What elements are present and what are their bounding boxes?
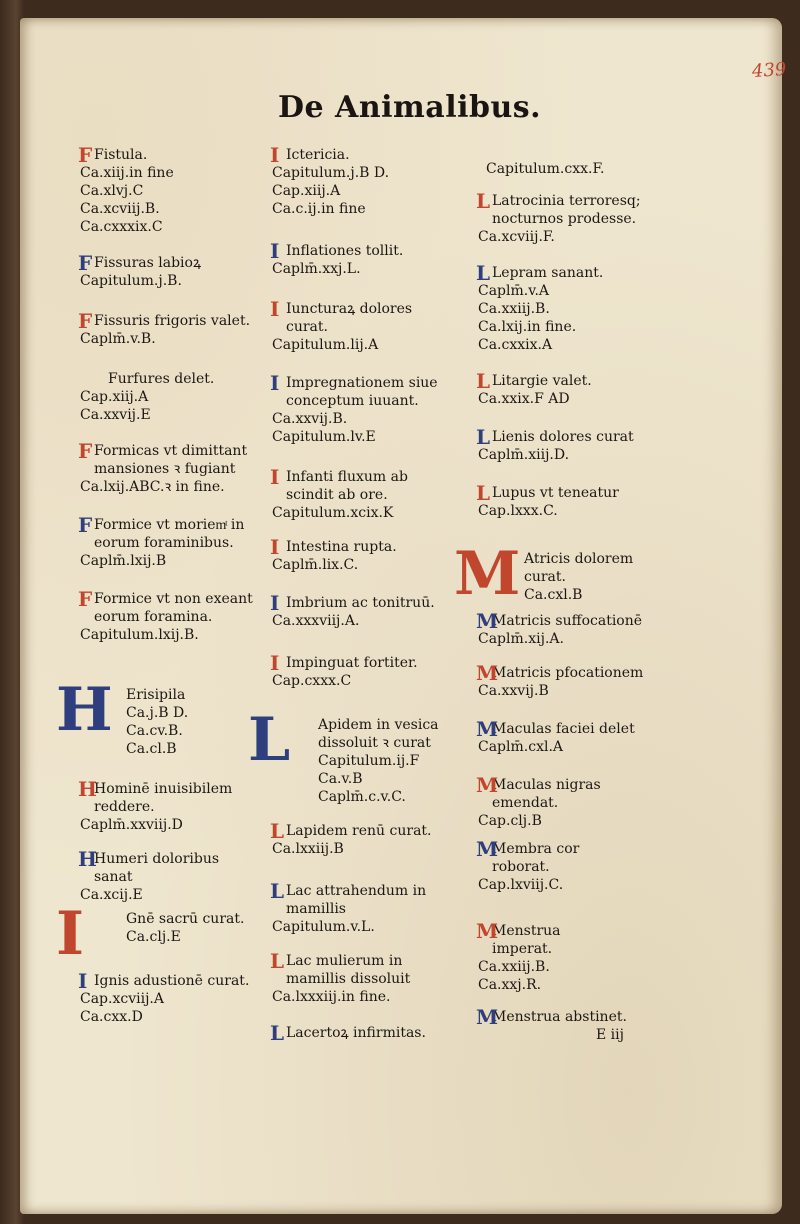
chapter-reference: Caplm̄.xxviij.D (80, 817, 183, 833)
entry-heading: Formice vt moriemͭ in (94, 517, 245, 533)
chapter-reference: Caplm̄.lix.C. (272, 557, 359, 573)
entry-heading: Fissuris frigoris valet. (94, 313, 251, 329)
chapter-reference: Capitulum.j.B D. (272, 165, 390, 181)
rubricated-initial: M (476, 717, 499, 741)
decorated-initial: H (56, 675, 113, 745)
index-entry (270, 371, 438, 446)
rubricated-initial: M (476, 609, 499, 633)
chapter-reference: Ca.clj.E (126, 929, 181, 945)
chapter-reference: Cap.lxxx.C. (478, 503, 558, 519)
index-entry (476, 481, 619, 520)
entry-heading: Lepram sanant. (492, 265, 604, 281)
chapter-reference: Ca.xiij.in fine (80, 165, 174, 181)
entry-heading: Impinguat fortiter. (286, 655, 418, 671)
index-entry (270, 143, 390, 218)
entry-heading: Apidem in vesica (318, 717, 439, 733)
rubricated-initial: L (476, 369, 491, 393)
chapter-reference: Ca.xcviij.B. (80, 201, 160, 217)
entry-heading: roborat. (492, 859, 550, 875)
chapter-reference: Ca.lxxiij.B (272, 841, 344, 857)
index-entry (270, 297, 413, 354)
chapter-reference: Ca.xxj.R. (478, 977, 542, 993)
entry-heading: imperat. (492, 941, 553, 957)
rubricated-initial: L (476, 261, 491, 285)
entry-heading: Lacertoꝝ infirmitas. (286, 1025, 426, 1041)
rubricated-initial: I (270, 535, 280, 559)
index-entry (78, 969, 250, 1026)
chapter-reference: Ca.xxvij.B. (272, 411, 348, 427)
rubricated-initial: L (270, 949, 285, 973)
chapter-reference: Caplm̄.xiij.D. (478, 447, 570, 463)
index-entry (476, 837, 580, 894)
index-entry (476, 425, 634, 464)
chapter-reference: Ca.xxxviij.A. (272, 613, 360, 629)
entry-heading: Lac mulierum in (286, 953, 403, 969)
rubricated-initial: L (476, 425, 491, 449)
index-entry (476, 369, 592, 408)
entry-heading: Lapidem renū curat. (286, 823, 432, 839)
index-entry (270, 819, 432, 858)
index-entry (476, 773, 601, 830)
rubricated-initial: F (78, 513, 93, 537)
entry-heading: Litargie valet. (492, 373, 592, 389)
chapter-reference: Capitulum.xcix.K (272, 505, 394, 521)
index-entry (78, 777, 233, 834)
chapter-reference: Cap.xiij.A (272, 183, 341, 199)
index-entry (78, 847, 220, 904)
rubricated-initial: I (270, 591, 280, 615)
index-entry (78, 587, 253, 644)
chapter-reference: Caplm̄.v.B. (80, 331, 156, 347)
entry-heading: Membra cor (492, 841, 580, 857)
folio-number: 439 (751, 58, 788, 83)
entry-heading: sanat (94, 869, 133, 885)
chapter-reference: Ca.cxl.B (524, 587, 583, 603)
chapter-reference: Ca.cxx.D (80, 1009, 143, 1025)
index-entry (476, 160, 604, 178)
chapter-reference: Caplm̄.v.A (478, 283, 550, 299)
entry-heading: curat. (286, 319, 328, 335)
chapter-reference: Cap.clj.B (478, 813, 542, 829)
page-title: De Animalibus. (278, 90, 542, 125)
chapter-reference: Ca.xcviij.F. (478, 229, 555, 245)
entry-heading: eorum foramina. (94, 609, 213, 625)
rubricated-initial: F (78, 439, 93, 463)
rubricated-initial: I (270, 239, 280, 263)
chapter-reference: Caplm̄.xxj.L. (272, 261, 361, 277)
index-entry (270, 591, 435, 630)
index-entry (78, 251, 202, 290)
entry-heading: Lienis dolores curat (492, 429, 634, 445)
rubricated-initial: I (270, 651, 280, 675)
entry-heading: Capitulum.ij.F (318, 753, 420, 769)
rubricated-initial: M (476, 837, 499, 861)
entry-heading: Gnē sacrū curat. (126, 911, 245, 927)
rubricated-initial: I (270, 143, 280, 167)
rubricated-initial: M (476, 661, 499, 685)
chapter-reference: Capitulum.lxij.B. (80, 627, 199, 643)
rubricated-initial: M (476, 1005, 499, 1029)
rubricated-initial: L (270, 819, 285, 843)
entry-heading: Humeri doloribus (94, 851, 220, 867)
rubricated-initial: I (270, 297, 280, 321)
rubricated-initial: F (78, 309, 93, 333)
chapter-reference: Ca.xxvij.B (478, 683, 549, 699)
index-entry (78, 143, 174, 236)
entry-heading: Ignis adustionē curat. (94, 973, 250, 989)
rubricated-initial: L (476, 481, 491, 505)
entry-heading: scindit ab ore. (286, 487, 388, 503)
index-entry (476, 189, 641, 246)
chapter-reference: Ca.xxiij.B. (478, 301, 550, 317)
index-entry (56, 899, 245, 969)
entry-heading: Formice vt non exeant (94, 591, 253, 607)
entry-heading: Fistula. (94, 147, 148, 163)
decorated-initial: M (454, 539, 521, 609)
entry-heading: Infanti fluxum ab (286, 469, 408, 485)
chapter-reference: Ca.xlvj.C (80, 183, 144, 199)
index-entry (270, 879, 427, 936)
entry-heading: Imbrium ac tonitruū. (286, 595, 435, 611)
rubricated-initial: H (78, 777, 97, 801)
chapter-reference: E iij (596, 1027, 624, 1043)
chapter-reference: Capitulum.j.B. (80, 273, 182, 289)
decorated-initial: L (248, 705, 291, 775)
entry-heading: Menstrua (492, 923, 561, 939)
chapter-reference: Ca.xxiij.B. (478, 959, 550, 975)
chapter-reference: Ca.cxxix.A (478, 337, 553, 353)
index-entry (78, 439, 248, 496)
entry-heading: Formicas vt dimittant (94, 443, 248, 459)
entry-heading: Fissuras labioꝝ (94, 255, 202, 271)
chapter-reference: Capitulum.lv.E (272, 429, 376, 445)
entry-heading: mamillis dissoluit (286, 971, 411, 987)
rubricated-initial: I (270, 371, 280, 395)
index-entry (476, 661, 644, 700)
entry-heading: Furfures delet. (108, 371, 215, 387)
entry-heading: mamillis (286, 901, 346, 917)
index-entry (78, 513, 245, 570)
index-entry (270, 1021, 426, 1045)
entry-heading: Inflationes tollit. (286, 243, 404, 259)
index-entry (270, 465, 408, 522)
rubricated-initial: L (476, 189, 491, 213)
chapter-reference: Cap.xiij.A (80, 389, 149, 405)
entry-heading: Hominē inuisibilem (94, 781, 233, 797)
entry-heading: Maculas nigras (492, 777, 601, 793)
entry-heading: Iuncturaꝝ dolores (286, 301, 413, 317)
chapter-reference: Ca.xcij.E (80, 887, 143, 903)
chapter-reference: Cap.lxviij.C. (478, 877, 564, 893)
entry-heading: Ictericia. (286, 147, 350, 163)
entry-heading: Lupus vt teneatur (492, 485, 619, 501)
entry-heading: Menstrua abstinet. (492, 1009, 627, 1025)
entry-heading: Maculas faciei delet (492, 721, 635, 737)
chapter-reference: Capitulum.v.L. (272, 919, 375, 935)
entry-heading: Matricis suffocationē (492, 613, 643, 629)
index-entry (248, 705, 439, 806)
chapter-reference: Ca.xxvij.E (80, 407, 151, 423)
rubricated-initial: I (270, 465, 280, 489)
rubricated-initial: H (78, 847, 97, 871)
rubricated-initial: L (270, 1021, 285, 1045)
chapter-reference: Ca.cv.B. (126, 723, 183, 739)
entry-heading: Matricis pfocationem (492, 665, 644, 681)
chapter-reference: Ca.c.ij.in fine (272, 201, 366, 217)
entry-heading: mansiones ꝛ fugiant (94, 461, 236, 477)
index-entry (270, 651, 418, 690)
index-entry (270, 949, 411, 1006)
chapter-reference: Cap.xcviij.A (80, 991, 164, 1007)
entry-heading: Latrocinia terroresq; (492, 193, 641, 209)
rubricated-initial: M (476, 919, 499, 943)
chapter-reference: Ca.cl.B (126, 741, 177, 757)
index-entry (78, 370, 214, 424)
entry-heading: eorum foraminibus. (94, 535, 234, 551)
entry-heading: reddere. (94, 799, 155, 815)
rubricated-initial: F (78, 251, 93, 275)
chapter-reference: Ca.lxxxiij.in fine. (272, 989, 391, 1005)
chapter-reference: Ca.xxix.F AD (478, 391, 570, 407)
chapter-reference: Ca.lxij.ABC.ꝛ in fine. (80, 479, 225, 495)
entry-heading: Lac attrahendum in (286, 883, 427, 899)
chapter-reference: Ca.lxij.in fine. (478, 319, 577, 335)
entry-heading: emendat. (492, 795, 559, 811)
chapter-reference: Caplm̄.c.v.C. (318, 789, 406, 805)
chapter-reference: Caplm̄.lxij.B (80, 553, 167, 569)
rubricated-initial: I (78, 969, 88, 993)
index-entry (476, 717, 635, 756)
rubricated-initial: F (78, 587, 93, 611)
entry-heading: Capitulum.cxx.F. (486, 161, 605, 177)
rubricated-initial: M (476, 773, 499, 797)
index-entry (454, 539, 634, 609)
entry-heading: dissoluit ꝛ curat (318, 735, 431, 751)
index-entry (78, 309, 251, 348)
index-entry (476, 609, 643, 648)
chapter-reference: Cap.cxxx.C (272, 673, 352, 689)
index-entry (270, 239, 404, 278)
entry-heading: Erisipila (126, 687, 186, 703)
rubricated-initial: L (270, 879, 285, 903)
book-page (20, 18, 788, 1214)
chapter-reference: Capitulum.lij.A (272, 337, 379, 353)
entry-heading: Impregnationem siue (286, 375, 438, 391)
chapter-reference: Caplm̄.xij.A. (478, 631, 564, 647)
rubricated-initial: F (78, 143, 93, 167)
index-entry (56, 675, 189, 758)
entry-heading: Intestina rupta. (286, 539, 397, 555)
chapter-reference: Ca.j.B D. (126, 705, 189, 721)
decorated-initial: I (56, 899, 85, 969)
entry-heading: Atricis dolorem (524, 551, 634, 567)
index-entry (476, 261, 604, 354)
index-entry (270, 535, 397, 574)
chapter-reference: Ca.cxxxix.C (80, 219, 163, 235)
entry-heading: Ca.v.B (318, 771, 363, 787)
chapter-reference: Caplm̄.cxl.A (478, 739, 563, 755)
entry-heading: curat. (524, 569, 566, 585)
index-entry (476, 919, 561, 994)
entry-heading: nocturnos prodesse. (492, 211, 637, 227)
entry-heading: conceptum iuuant. (286, 393, 419, 409)
index-entry (476, 1005, 627, 1044)
